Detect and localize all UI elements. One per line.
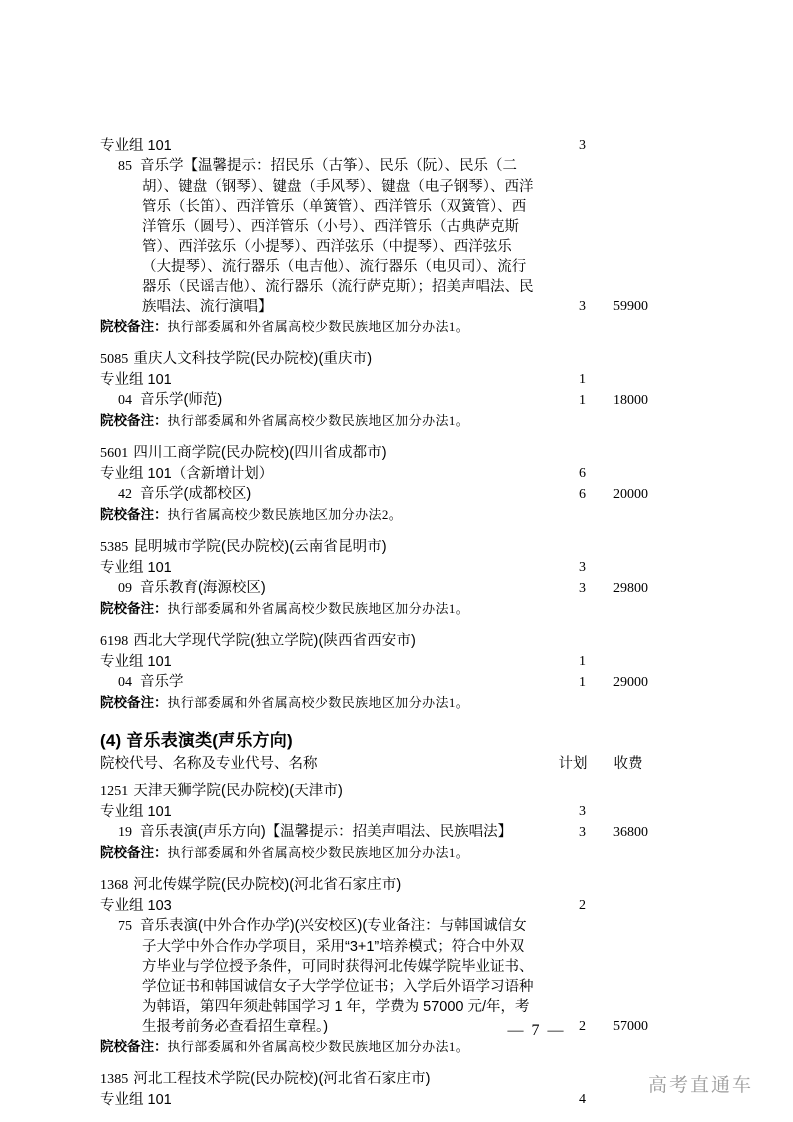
major-group-label: 专业组 101（含新增计划） <box>100 466 274 482</box>
major-name: 音乐表演(声乐方向)【温馨提示：招美声唱法、民族唱法】 <box>140 824 513 840</box>
major-row <box>100 916 648 1037</box>
school-title <box>100 349 648 370</box>
school-block <box>100 631 648 713</box>
major-code: 75 <box>118 919 132 934</box>
major-name: 音乐学(成都校区) <box>140 486 252 502</box>
block-gap <box>100 1057 648 1069</box>
school-note-label: 院校备注： <box>100 507 168 522</box>
page-content <box>100 136 648 1122</box>
school-title-row <box>100 631 648 652</box>
major-group-label: 专业组 101 <box>100 560 172 576</box>
school-note-row <box>100 599 648 619</box>
major-group-plan: 1 <box>579 372 586 387</box>
major-plan: 3 <box>579 581 586 596</box>
school-note-body: 执行部委属和外省属高校少数民族地区加分办法1。 <box>167 319 470 334</box>
page-number: — 7 — <box>507 1022 566 1039</box>
school-note-label: 院校备注： <box>100 601 168 616</box>
school-title <box>100 537 648 558</box>
major-plan: 6 <box>579 487 586 502</box>
school-note-label: 院校备注： <box>100 1039 168 1054</box>
major-group-row <box>100 896 648 916</box>
block-gap <box>100 1110 648 1122</box>
major-group-plan: 1 <box>579 654 586 669</box>
major-name: 音乐学(师范) <box>140 392 223 408</box>
school-note <box>100 693 648 713</box>
major-group-plan: 3 <box>579 804 586 819</box>
major-group-row <box>100 652 648 672</box>
table-header-title: 院校代号、名称及专业代号、名称 <box>100 756 318 772</box>
major-group-label: 专业组 101 <box>100 1092 172 1108</box>
major-group-label: 专业组 101 <box>100 138 172 154</box>
school-note <box>100 411 648 431</box>
school-code: 5601 <box>100 446 129 461</box>
school-note-label: 院校备注： <box>100 413 168 428</box>
major-group-row <box>100 1090 648 1110</box>
major-name: 音乐学 <box>140 674 184 690</box>
school-note-body: 执行部委属和外省属高校少数民族地区加分办法1。 <box>167 1039 470 1054</box>
block-gap <box>100 337 648 349</box>
school-note-row <box>100 505 648 525</box>
major-group-plan: 3 <box>579 560 586 575</box>
continued-entry-block <box>100 136 648 337</box>
major-plan: 3 <box>579 825 586 840</box>
school-code: 5085 <box>100 352 129 367</box>
school-list-part2 <box>100 781 648 1122</box>
school-code: 1251 <box>100 784 129 799</box>
school-block <box>100 1069 648 1110</box>
school-title-row <box>100 443 648 464</box>
school-list-part1 <box>100 349 648 725</box>
major-fee: 18000 <box>613 393 648 408</box>
school-note-body: 执行部委属和外省属高校少数民族地区加分办法1。 <box>167 413 470 428</box>
school-note <box>100 843 648 863</box>
major-plan: 1 <box>579 393 586 408</box>
school-title <box>100 631 648 652</box>
major-fee: 59900 <box>613 299 648 314</box>
major-group-plan: 6 <box>579 466 586 481</box>
major-row <box>100 578 648 599</box>
watermark: 高考直通车 <box>647 1075 753 1096</box>
school-note-body: 执行部委属和外省属高校少数民族地区加分办法1。 <box>167 845 470 860</box>
school-note <box>100 317 648 337</box>
school-title <box>100 443 648 464</box>
major-plan: 2 <box>579 1019 586 1034</box>
school-title <box>100 875 648 896</box>
major-group-row <box>100 136 648 156</box>
school-note-label: 院校备注： <box>100 845 168 860</box>
school-note <box>100 505 648 525</box>
major-fee: 29800 <box>613 581 648 596</box>
block-gap <box>100 619 648 631</box>
table-header-fee: 收费 <box>613 756 643 772</box>
school-note-label: 院校备注： <box>100 319 168 334</box>
school-note-row <box>100 317 648 337</box>
block-gap <box>100 525 648 537</box>
major-plan: 3 <box>579 299 586 314</box>
major-group-plan: 4 <box>579 1092 586 1107</box>
school-title-row <box>100 349 648 370</box>
school-code: 6198 <box>100 634 129 649</box>
section-heading: (4) 音乐表演类(声乐方向) <box>100 731 293 750</box>
major-name: 音乐学【温馨提示：招民乐（古筝）、民乐（阮）、民乐（二胡）、键盘（钢琴）、键盘（手风琴）、键盘（电子钢琴）、西洋管乐（长笛）、西洋管乐（单簧管）、西洋管乐（双簧管）、西洋管乐（圆号）、西洋管乐（小号）、西洋管乐（古典萨克斯管）、西洋弦乐（小提琴）、西洋弦乐（中提琴）、西洋弦乐（大提琴）、流行器乐（电吉他）、流行器乐（电贝司）、流行器乐（民谣吉他）、流行器乐（流行萨克斯）；招美声唱法、民族唱法、流行演唱】 <box>140 158 534 315</box>
school-name: 重庆人文科技学院(民办院校)(重庆市) <box>133 351 373 367</box>
school-title <box>100 1069 648 1090</box>
school-note-body: 执行部委属和外省属高校少数民族地区加分办法1。 <box>167 695 470 710</box>
major-code: 42 <box>118 487 132 502</box>
major-text <box>110 156 648 317</box>
block-gap <box>100 863 648 875</box>
school-code: 1368 <box>100 878 129 893</box>
school-title-row <box>100 781 648 802</box>
major-name: 音乐教育(海源校区) <box>140 580 266 596</box>
school-code: 5385 <box>100 540 129 555</box>
major-group-row <box>100 802 648 822</box>
school-note-label: 院校备注： <box>100 695 168 710</box>
school-title-row <box>100 875 648 896</box>
major-fee: 29000 <box>613 675 648 690</box>
major-row <box>100 822 648 843</box>
school-note-body: 执行省属高校少数民族地区加分办法2。 <box>167 507 403 522</box>
major-group-row <box>100 558 648 578</box>
block-gap <box>100 713 648 725</box>
major-group-row <box>100 464 648 484</box>
school-name: 天津天狮学院(民办院校)(天津市) <box>133 783 343 799</box>
major-row <box>100 390 648 411</box>
major-row <box>100 156 648 317</box>
table-header-row <box>100 753 648 775</box>
major-group-plan: 2 <box>579 898 586 913</box>
major-row <box>100 484 648 505</box>
school-note-row <box>100 411 648 431</box>
school-code: 1385 <box>100 1072 129 1087</box>
school-name: 河北工程技术学院(民办院校)(河北省石家庄市) <box>133 1071 431 1087</box>
school-note-row <box>100 843 648 863</box>
school-block <box>100 349 648 431</box>
school-title-row <box>100 1069 648 1090</box>
school-name: 四川工商学院(民办院校)(四川省成都市) <box>133 445 387 461</box>
school-title <box>100 781 648 802</box>
school-title-row <box>100 537 648 558</box>
major-group-row <box>100 370 648 390</box>
major-group-label: 专业组 103 <box>100 898 172 914</box>
major-fee: 20000 <box>613 487 648 502</box>
school-note-body: 执行部委属和外省属高校少数民族地区加分办法1。 <box>167 601 470 616</box>
school-block <box>100 443 648 525</box>
major-plan: 1 <box>579 675 586 690</box>
school-block <box>100 781 648 863</box>
school-block <box>100 537 648 619</box>
major-group-label: 专业组 101 <box>100 804 172 820</box>
major-code: 04 <box>118 393 132 408</box>
table-header-plan: 计划 <box>558 756 588 772</box>
major-code: 19 <box>118 825 132 840</box>
major-code: 09 <box>118 581 132 596</box>
school-note <box>100 1037 648 1057</box>
major-fee: 36800 <box>613 825 648 840</box>
major-code: 85 <box>118 159 132 174</box>
major-name: 音乐表演(中外合作办学)(兴安校区)(专业备注：与韩国诚信女子大学中外合作办学项目，采用“3+1”培养模式；符合中外双方毕业与学位授予条件，可同时获得河北传媒学院毕业证书、学位证书和韩国诚信女子大学学位证书；入学后外语学习语种为韩语，第四年须赴韩国学习 1 年，学费为 57000 元/年，考生报考前务必查看招生章程。) <box>140 918 534 1035</box>
major-code: 04 <box>118 675 132 690</box>
school-name: 昆明城市学院(民办院校)(云南省昆明市) <box>133 539 387 555</box>
school-note <box>100 599 648 619</box>
major-group-plan: 3 <box>579 138 586 153</box>
school-note-row <box>100 693 648 713</box>
school-name: 西北大学现代学院(独立学院)(陕西省西安市) <box>133 633 416 649</box>
school-name: 河北传媒学院(民办院校)(河北省石家庄市) <box>133 877 402 893</box>
major-group-label: 专业组 101 <box>100 372 172 388</box>
block-gap <box>100 431 648 443</box>
major-fee: 57000 <box>613 1019 648 1034</box>
major-row <box>100 672 648 693</box>
school-note-row <box>100 1037 648 1057</box>
major-group-label: 专业组 101 <box>100 654 172 670</box>
